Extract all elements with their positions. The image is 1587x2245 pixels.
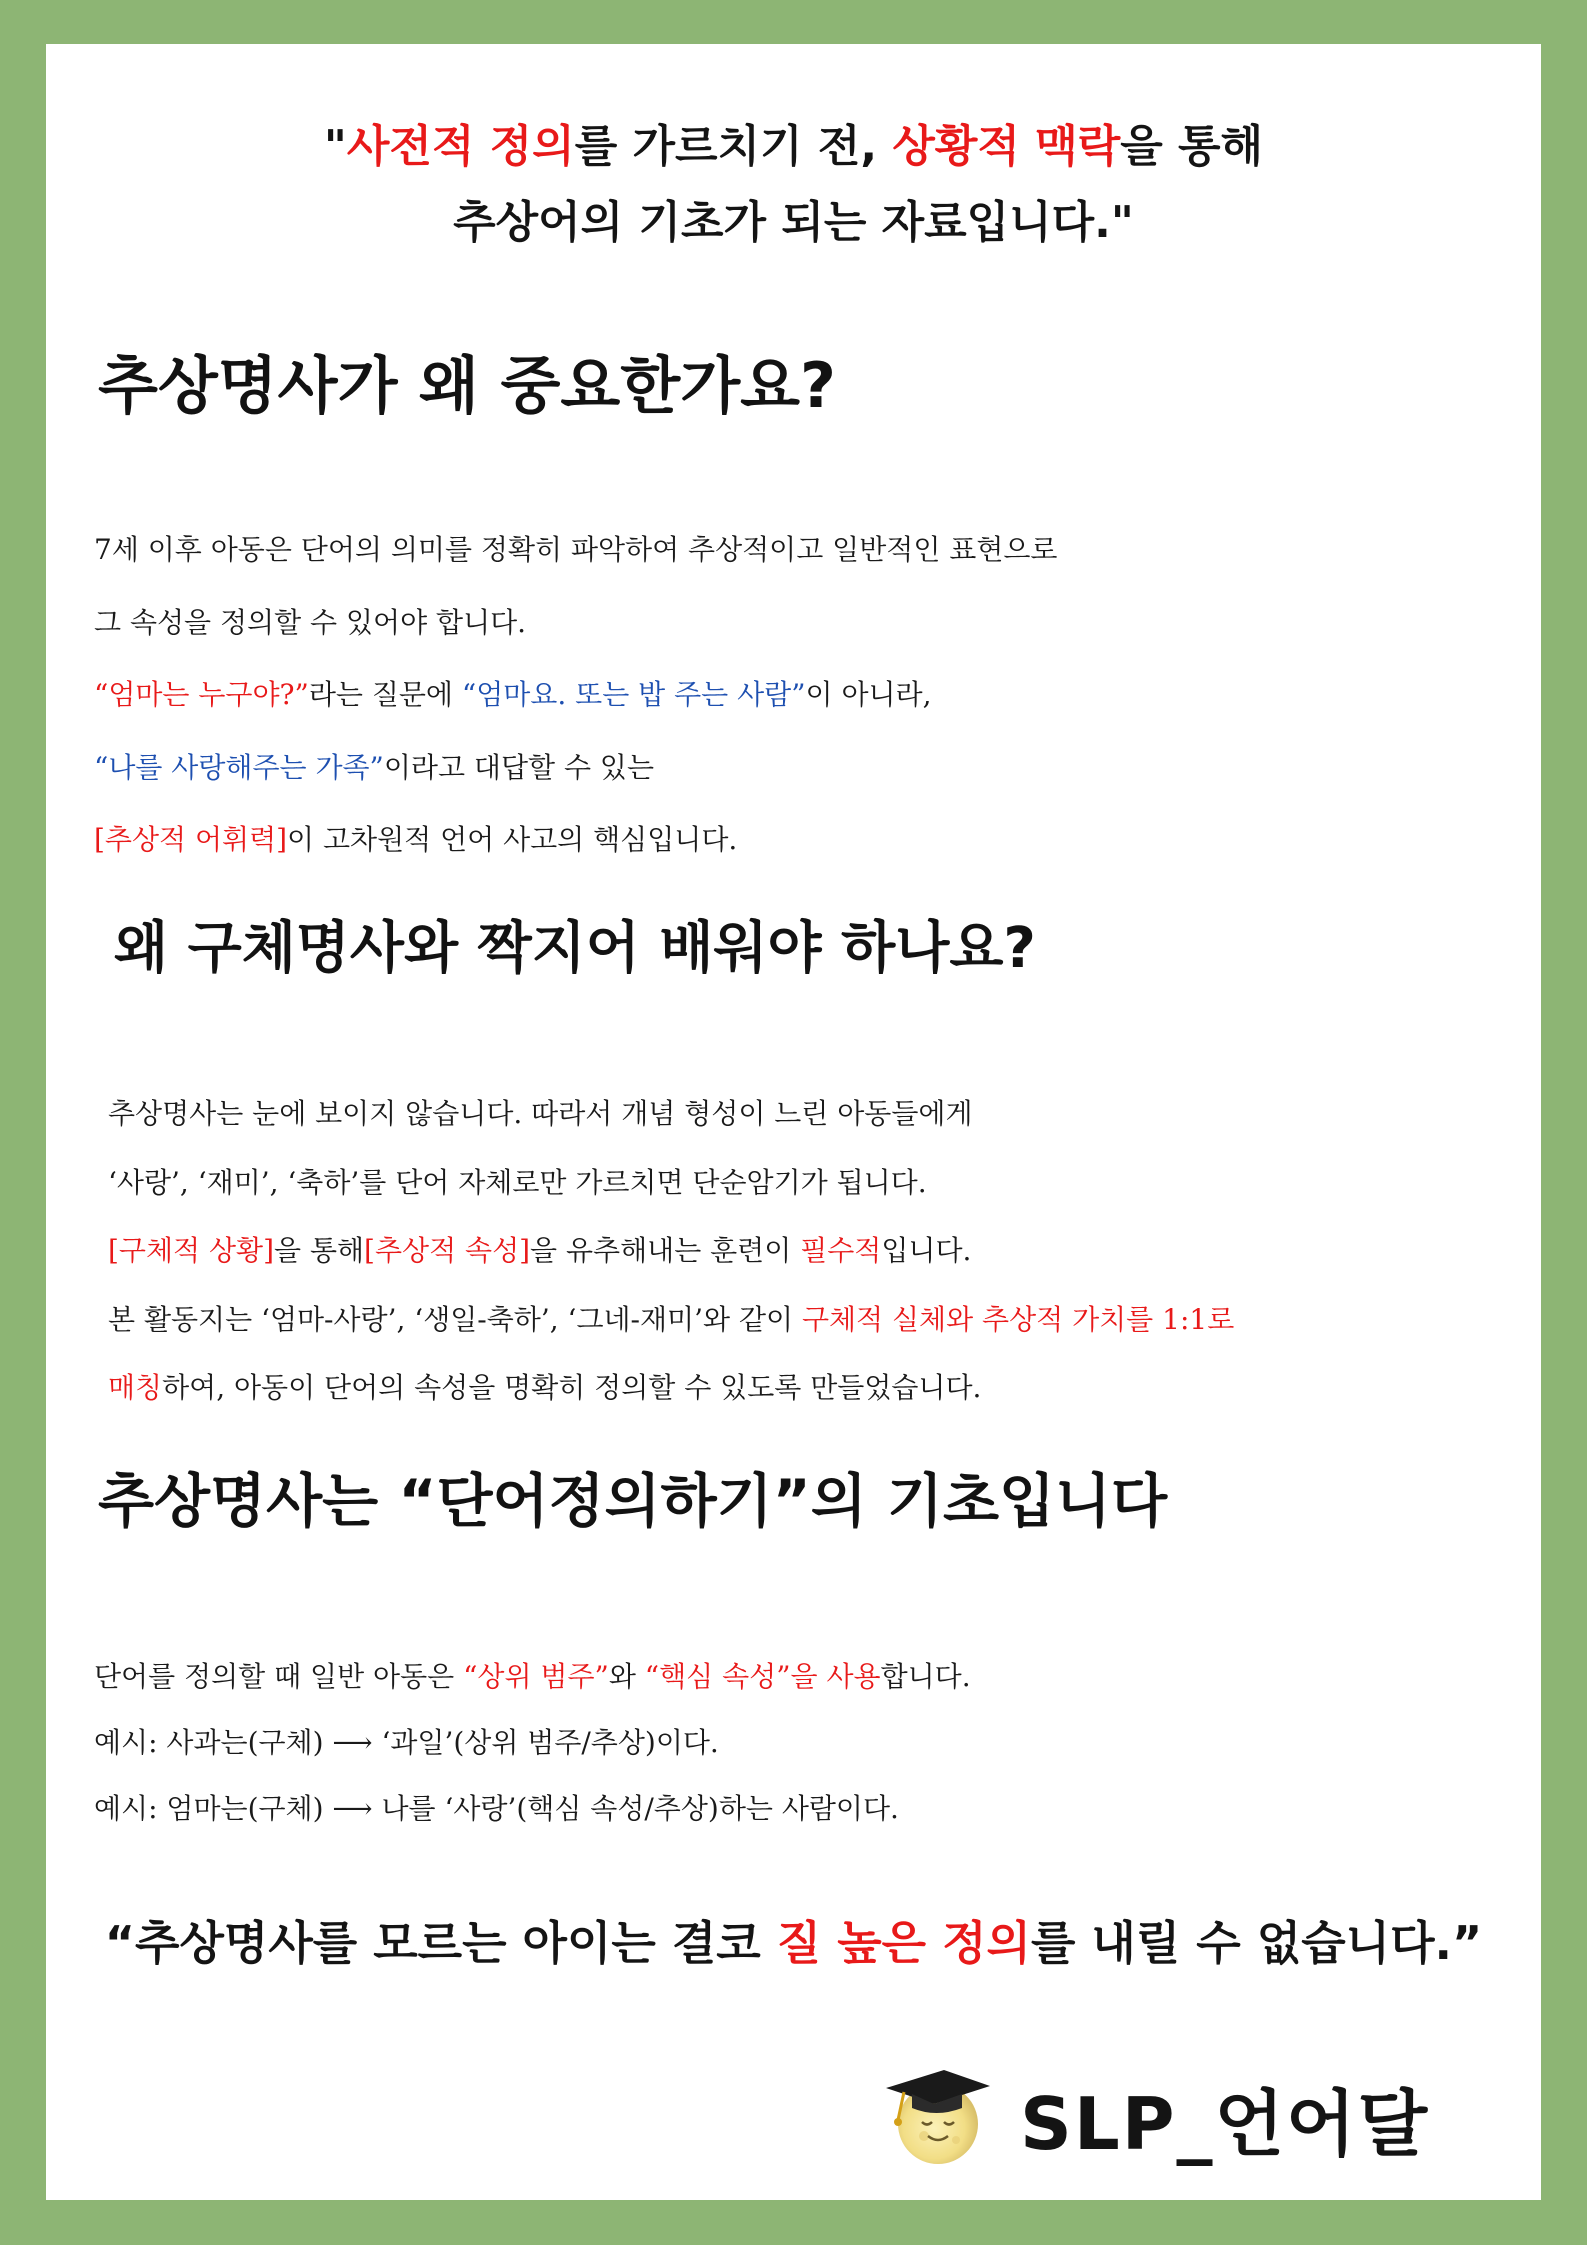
body-line: 단어를 정의할 때 일반 아동은 “상위 범주”와 “핵심 속성”을 사용합니다. bbox=[94, 1660, 971, 1693]
body-line: 추상명사는 눈에 보이지 않습니다. 따라서 개념 형성이 느린 아동들에게 bbox=[108, 1097, 973, 1130]
closing-quote: “추상명사를 모르는 아이는 결코 질 높은 정의를 내릴 수 없습니다.” bbox=[104, 1916, 1483, 1970]
body-line: 예시: 사과는(구체) ⟶ ‘과일’(상위 범주/추상)이다. bbox=[94, 1726, 719, 1759]
intro-quote-line-2: 추상어의 기초가 되는 자료입니다." bbox=[453, 197, 1134, 248]
highlight-situational-context: 상황적 맥락 bbox=[892, 121, 1121, 172]
section-2-heading: 왜 구체명사와 짝지어 배워야 하나요? bbox=[114, 916, 1036, 981]
body-line: 그 속성을 정의할 수 있어야 합니다. bbox=[94, 605, 527, 639]
highlight-dictionary-definition: 사전적 정의 bbox=[346, 121, 575, 172]
highlight-quality-definition: 질 높은 정의 bbox=[776, 1916, 1031, 1970]
body-line: 본 활동지는 ‘엄마-사랑’, ‘생일-축하’, ‘그네-재미’와 같이 구체적 실체와 추상적 가치를 1:1로 bbox=[108, 1302, 1235, 1336]
body-line: 매칭하여, 아동이 단어의 속성을 명확히 정의할 수 있도록 만들었습니다. bbox=[108, 1371, 982, 1404]
body-line: 예시: 엄마는(구체) ⟶ 나를 ‘사랑’(핵심 속성/추상)하는 사람이다. bbox=[94, 1792, 899, 1825]
brand-name: SLP_언어달 bbox=[1020, 2082, 1430, 2166]
section-3-heading: 추상명사는 “단어정의하기”의 기초입니다 bbox=[98, 1467, 1168, 1535]
body-line: “나를 사랑해주는 가족”이라고 대답할 수 있는 bbox=[94, 750, 655, 784]
section-1-body bbox=[94, 514, 1057, 877]
body-line: “엄마는 누구야?”라는 질문에 “엄마요. 또는 밥 주는 사람”이 아니라, bbox=[94, 678, 932, 711]
body-line: 7세 이후 아동은 단어의 의미를 정확히 파악하여 추상적이고 일반적인 표현으로 bbox=[94, 533, 1058, 566]
section-3-body bbox=[94, 1644, 971, 1842]
intro-quote bbox=[46, 109, 1541, 261]
body-line: [추상적 어휘력]이 고차원적 언어 사고의 핵심입니다. bbox=[94, 823, 738, 856]
worksheet-page bbox=[46, 44, 1541, 2200]
intro-quote-line-1: "사전적 정의를 가르치기 전, 상황적 맥락을 통해 bbox=[323, 121, 1264, 172]
body-line: [구체적 상황]을 통해[추상적 속성]을 유추해내는 훈련이 필수적입니다. bbox=[108, 1234, 972, 1267]
section-1-heading: 추상명사가 왜 중요한가요? bbox=[98, 349, 836, 422]
section-2-body bbox=[108, 1080, 1234, 1423]
graduation-cap-moon-icon bbox=[884, 2058, 992, 2166]
brand-logo bbox=[884, 2036, 1494, 2176]
body-line: ‘사랑’, ‘재미’, ‘축하’를 단어 자체로만 가르치면 단순암기가 됩니다. bbox=[108, 1165, 927, 1199]
